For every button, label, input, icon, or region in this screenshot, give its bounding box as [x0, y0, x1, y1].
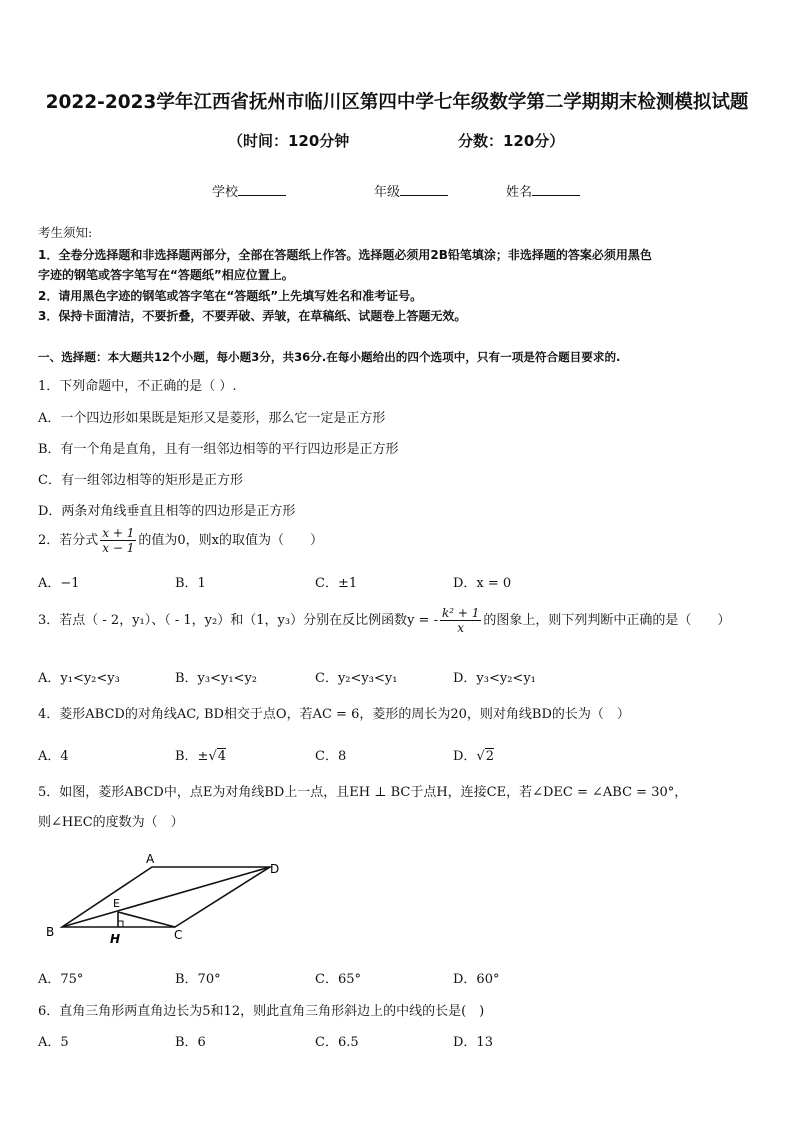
q2-option-a: A．−1: [38, 576, 80, 591]
name-blank: [532, 183, 580, 196]
q6-option-d: D．13: [453, 1035, 493, 1050]
note-item: 字迹的钢笔或答字笔写在“答题纸”相应位置上。: [38, 268, 294, 282]
q3-option-b: B．y₃<y₁<y₂: [175, 671, 258, 686]
q3-option-a: A．y₁<y₂<y₃: [38, 671, 120, 686]
q4-option-b-radicand: 4: [217, 749, 227, 764]
label-h: H: [110, 932, 121, 946]
q3-option-d: D．y₃<y₂<y₁: [453, 671, 536, 686]
q4-option-c: C．8: [315, 749, 347, 764]
q2-denominator: x − 1: [102, 541, 135, 555]
q4-option-d: D．√2: [453, 749, 495, 764]
q2-option-b: B．1: [175, 576, 206, 591]
label-b: B: [46, 925, 55, 939]
page-title: 2022-2023学年江西省抚州市临川区第四中学七年级数学第二学期期末检测模拟试题: [45, 92, 749, 113]
diagonal-bd: [62, 867, 270, 927]
q1-option-c: C．有一组邻边相等的矩形是正方形: [38, 473, 243, 488]
label-e: E: [113, 897, 120, 910]
q6-stem: 6．直角三角形两直角边长为5和12，则此直角三角形斜边上的中线的长是( ): [38, 1004, 485, 1019]
q4-option-b-label: B．±: [175, 749, 209, 764]
q5-option-b: B．70°: [175, 972, 221, 987]
q5-line2: 则∠HEC的度数为（ ）: [38, 815, 184, 830]
q5-option-a: A．75°: [38, 972, 84, 987]
q2-post: 的值为0，则x的取值为（ ）: [138, 533, 323, 548]
rhombus-figure: [40, 846, 300, 948]
q4-option-a: A．4: [38, 749, 69, 764]
q3-numerator: k² + 1: [441, 606, 480, 620]
q3-post: 的图象上，则下列判断中正确的是（ ）: [483, 613, 731, 628]
note-item: 2．请用黑色字迹的钢笔或答字笔在“答题纸”上先填写姓名和准考证号。: [38, 289, 423, 303]
q1-option-d: D．两条对角线垂直且相等的四边形是正方形: [38, 504, 296, 519]
section-heading: 一、选择题：本大题共12个小题，每小题3分，共36分.在每小题给出的四个选项中，只有一项是符合题目要求的.: [38, 350, 621, 364]
q1-option-a: A．一个四边形如果既是矩形又是菱形，那么它一定是正方形: [38, 411, 386, 426]
q3-option-c: C．y₂<y₃<y₁: [315, 671, 398, 686]
q3-denominator: x: [457, 621, 465, 635]
time-label: （时间：120分钟: [228, 132, 350, 150]
q2-numerator: x + 1: [102, 526, 135, 540]
q2-option-d: D．x = 0: [453, 576, 512, 591]
q1-stem: 1．下列命题中，不正确的是（ ）.: [38, 379, 237, 394]
q4-stem: 4．菱形ABCD的对角线AC, BD相交于点O，若AC = 6，菱形的周长为20，则对角线BD的长为（ ）: [38, 707, 630, 722]
q5-option-d: D．60°: [453, 972, 500, 987]
q4-option-d-radicand: 2: [485, 749, 495, 764]
grade-label: 年级: [374, 185, 401, 200]
q2-stem: [38, 526, 323, 555]
q3-stem: [38, 606, 730, 635]
q3-pre: 3．若点（ - 2，y₁）、（ - 1，y₂）和（1，y₃）分别在反比例函数y = -: [38, 613, 438, 628]
score-label: 分数：120分）: [458, 132, 565, 150]
grade-field: [374, 181, 448, 200]
note-item: 1．全卷分选择题和非选择题两部分，全部在答题纸上作答。选择题必须用2B铅笔填涂；非选择题的答案必须用黑色: [38, 248, 652, 262]
grade-blank: [400, 183, 448, 196]
q5-option-c: C．65°: [315, 972, 361, 987]
label-d: D: [270, 862, 280, 876]
q4-option-d-label: D．: [453, 749, 477, 764]
label-c: C: [174, 928, 183, 942]
school-blank: [238, 183, 286, 196]
q2-fraction: [100, 526, 136, 555]
notes-heading: 考生须知:: [38, 225, 93, 240]
q2-option-c: C．±1: [315, 576, 358, 591]
q5-line1: 5．如图，菱形ABCD中，点E为对角线BD上一点，且EH ⊥ BC于点H，连接CE，若∠DEC = ∠ABC = 30°，: [38, 785, 688, 800]
segment-ce: [118, 912, 175, 927]
label-a: A: [146, 852, 155, 866]
q6-option-a: A．5: [38, 1035, 69, 1050]
q1-option-b: B．有一个角是直角，且有一组邻边相等的平行四边形是正方形: [38, 442, 399, 457]
q2-pre: 2．若分式: [38, 533, 99, 548]
q6-option-b: B．6: [175, 1035, 206, 1050]
q6-option-c: C．6.5: [315, 1035, 359, 1050]
note-item: 3．保持卡面清洁，不要折叠，不要弄破、弄皱，在草稿纸、试题卷上答题无效。: [38, 309, 467, 323]
name-label: 姓名: [506, 185, 533, 200]
name-field: [506, 181, 580, 200]
school-field: [212, 181, 286, 200]
q3-fraction: [440, 606, 481, 635]
school-label: 学校: [212, 185, 239, 200]
q4-option-b: B．±√4: [175, 749, 227, 764]
